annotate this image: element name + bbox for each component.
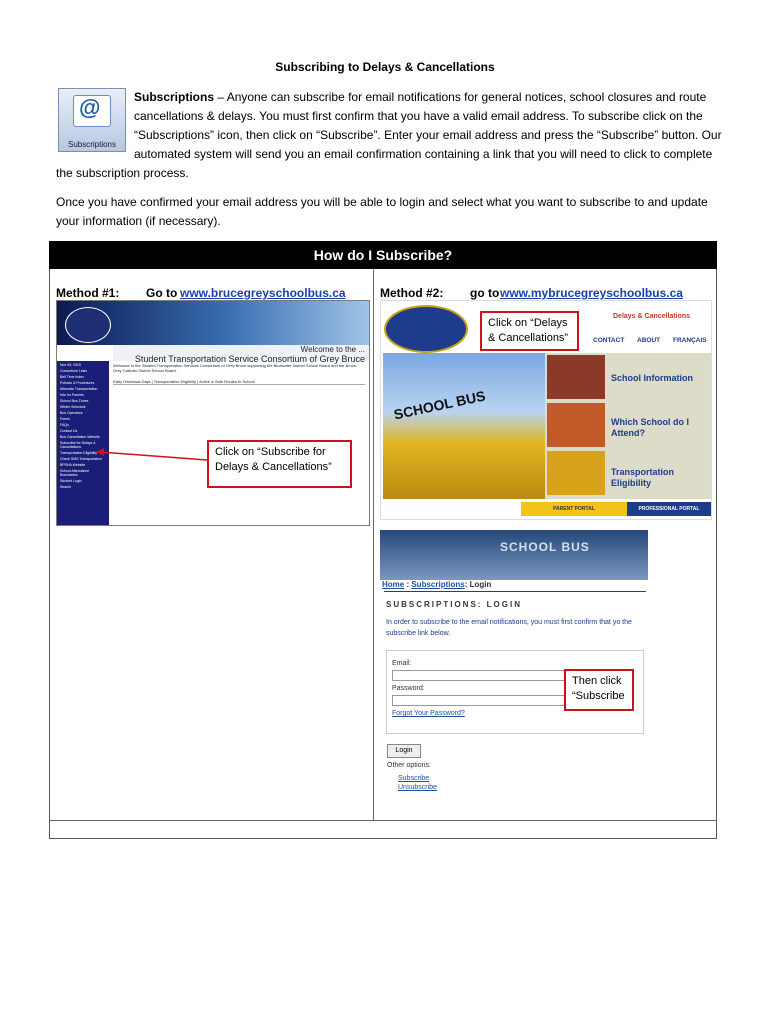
method1-link[interactable]: www.brucegreyschoolbus.ca — [180, 286, 346, 300]
divider — [384, 591, 646, 592]
arrow-line-1 — [100, 452, 207, 460]
sidebar-item[interactable]: Student Login — [60, 479, 82, 483]
callout-method2: Click on “Delays & Cancellations” — [480, 311, 579, 351]
sidebar-item: Transportation Eligibility — [60, 451, 98, 455]
sidebar-item[interactable]: School Bus Zones — [60, 399, 89, 403]
nav-contact[interactable]: CONTACT — [593, 337, 625, 344]
method1-goto: Go to — [146, 286, 178, 300]
screenshot-subscriptions-login — [380, 530, 648, 800]
main-tabs[interactable]: Early Dismissal Days | Transportation Eligibility | Active & Safe Routes to School — [113, 379, 365, 385]
sidebar-item[interactable]: Info for Parents — [60, 393, 84, 397]
delays-cancellations-link[interactable]: Delays & Cancellations — [613, 313, 691, 320]
unsubscribe-link[interactable]: Unsubscribe — [398, 784, 437, 791]
login-heading: SUBSCRIPTIONS: LOGIN — [386, 600, 523, 609]
sidebar-item-subscribe[interactable]: Subscribe for Delays & Cancellations — [60, 441, 96, 449]
sidebar-item[interactable]: Bell Time Index — [60, 375, 84, 379]
menu-school-information[interactable]: School Information — [611, 373, 693, 383]
other-options-label: Other options: — [387, 762, 431, 769]
box-header: How do I Subscribe? — [49, 241, 717, 269]
intro-tail: the subscription process. — [56, 166, 189, 180]
at-sign-icon: @ — [79, 95, 101, 120]
breadcrumb-subscriptions[interactable]: Subscriptions — [411, 580, 465, 589]
professional-portal-button[interactable]: PROFESSIONAL PORTAL — [627, 502, 711, 516]
menu-which-school[interactable]: Which School do I Attend? — [611, 417, 689, 438]
sidebar-item[interactable]: School Attendance Boundaries — [60, 469, 90, 477]
subscriptions-icon-label: Subscriptions — [67, 140, 117, 149]
sidebar-item[interactable]: Contact Us — [60, 429, 78, 433]
login-button[interactable]: Login — [387, 744, 421, 758]
menu-transportation-eligibility[interactable]: Transportation Eligibility — [611, 467, 675, 488]
method2-goto: go to — [470, 286, 500, 300]
login-intro: In order to subscribe to the email notifications, you must first confirm that yo the subscribe link below. — [386, 619, 632, 637]
welcome-line2: Student Transportation Service Consortium of Grey Bruce — [134, 354, 365, 364]
breadcrumb-home[interactable]: Home — [382, 580, 405, 589]
student-image — [547, 403, 605, 447]
sidebar-item[interactable]: Bus Operators — [60, 411, 83, 415]
school-bus-image — [383, 353, 545, 499]
breadcrumb: Home : Subscriptions: Login — [382, 580, 492, 589]
sidebar-item[interactable]: Bus Cancellation Website — [60, 435, 100, 439]
bus-image — [547, 451, 605, 495]
email-label: Email: — [392, 660, 412, 667]
intro-bold: Subscriptions — [134, 90, 215, 104]
password-label: Password: — [392, 685, 425, 692]
callout-subscribe: Then click “Subscribe — [564, 669, 634, 711]
nav-about[interactable]: ABOUT — [637, 337, 661, 344]
sidebar-item: Nov 09, 2015 — [60, 363, 81, 367]
consortium-logo — [384, 305, 468, 353]
main-text: Welcome to the Student Transportation Services Consortium of Grey Bruce supporting the Bluewater District School Board and the Bruce-Grey Catholic District School Board. — [113, 363, 358, 373]
nav-francais[interactable]: FRANÇAIS — [673, 337, 707, 344]
method1-label: Method #1: — [56, 286, 120, 300]
paragraph-2: Once you have confirmed your email address you will be able to login and select what you want to subscribe to and update your information (if necessary). — [56, 195, 708, 228]
school-image — [547, 355, 605, 399]
method2-link[interactable]: www.mybrucegreyschoolbus.ca — [500, 286, 683, 300]
sidebar-item: Search — [60, 485, 72, 489]
sidebar-item[interactable]: FAQs — [60, 423, 69, 427]
page-title: Subscribing to Delays & Cancellations — [275, 60, 495, 74]
intro-text: – Anyone can subscribe for email notifications for general notices, school closures and route cancellations & delays. You must first confirm that you have a valid email address. To subscribe click on the “Subscriptions” icon, then click on “Subscribe”. Enter your email address and press the “Subscribe” button. Our automated system will send you an email confirmation containing a link that you will need to click to complete — [134, 90, 722, 161]
login-banner — [380, 530, 648, 580]
parent-portal-button[interactable]: PARENT PORTAL — [521, 502, 627, 516]
banner-bus-text: SCHOOL BUS — [500, 540, 590, 554]
sidebar-item[interactable]: Forms — [60, 417, 70, 421]
sidebar-item[interactable]: Check SMS Transportation — [60, 457, 102, 461]
menu-panel — [545, 353, 711, 499]
breadcrumb-current: : Login — [464, 580, 492, 589]
welcome-line1: Welcome to the ... — [300, 345, 365, 354]
arrow-head-1 — [96, 448, 104, 456]
sidebar-item[interactable]: Alternate Transportation — [60, 387, 98, 391]
bus-text: SCHOOL BUS — [392, 387, 487, 423]
sidebar-item[interactable]: Policies & Procedures — [60, 381, 95, 385]
sidebar-item[interactable]: BPSHA Website — [60, 463, 86, 467]
sidebar-item[interactable]: Winter Schedule — [60, 405, 86, 409]
sidebar-item: Consortium Links — [60, 369, 88, 373]
subscribe-link[interactable]: Subscribe — [398, 775, 430, 782]
method2-label: Method #2: — [380, 286, 444, 300]
forgot-password-link[interactable]: Forgot Your Password? — [392, 710, 465, 717]
callout-method1: Click on “Subscribe for Delays & Cancellations” — [207, 440, 352, 488]
